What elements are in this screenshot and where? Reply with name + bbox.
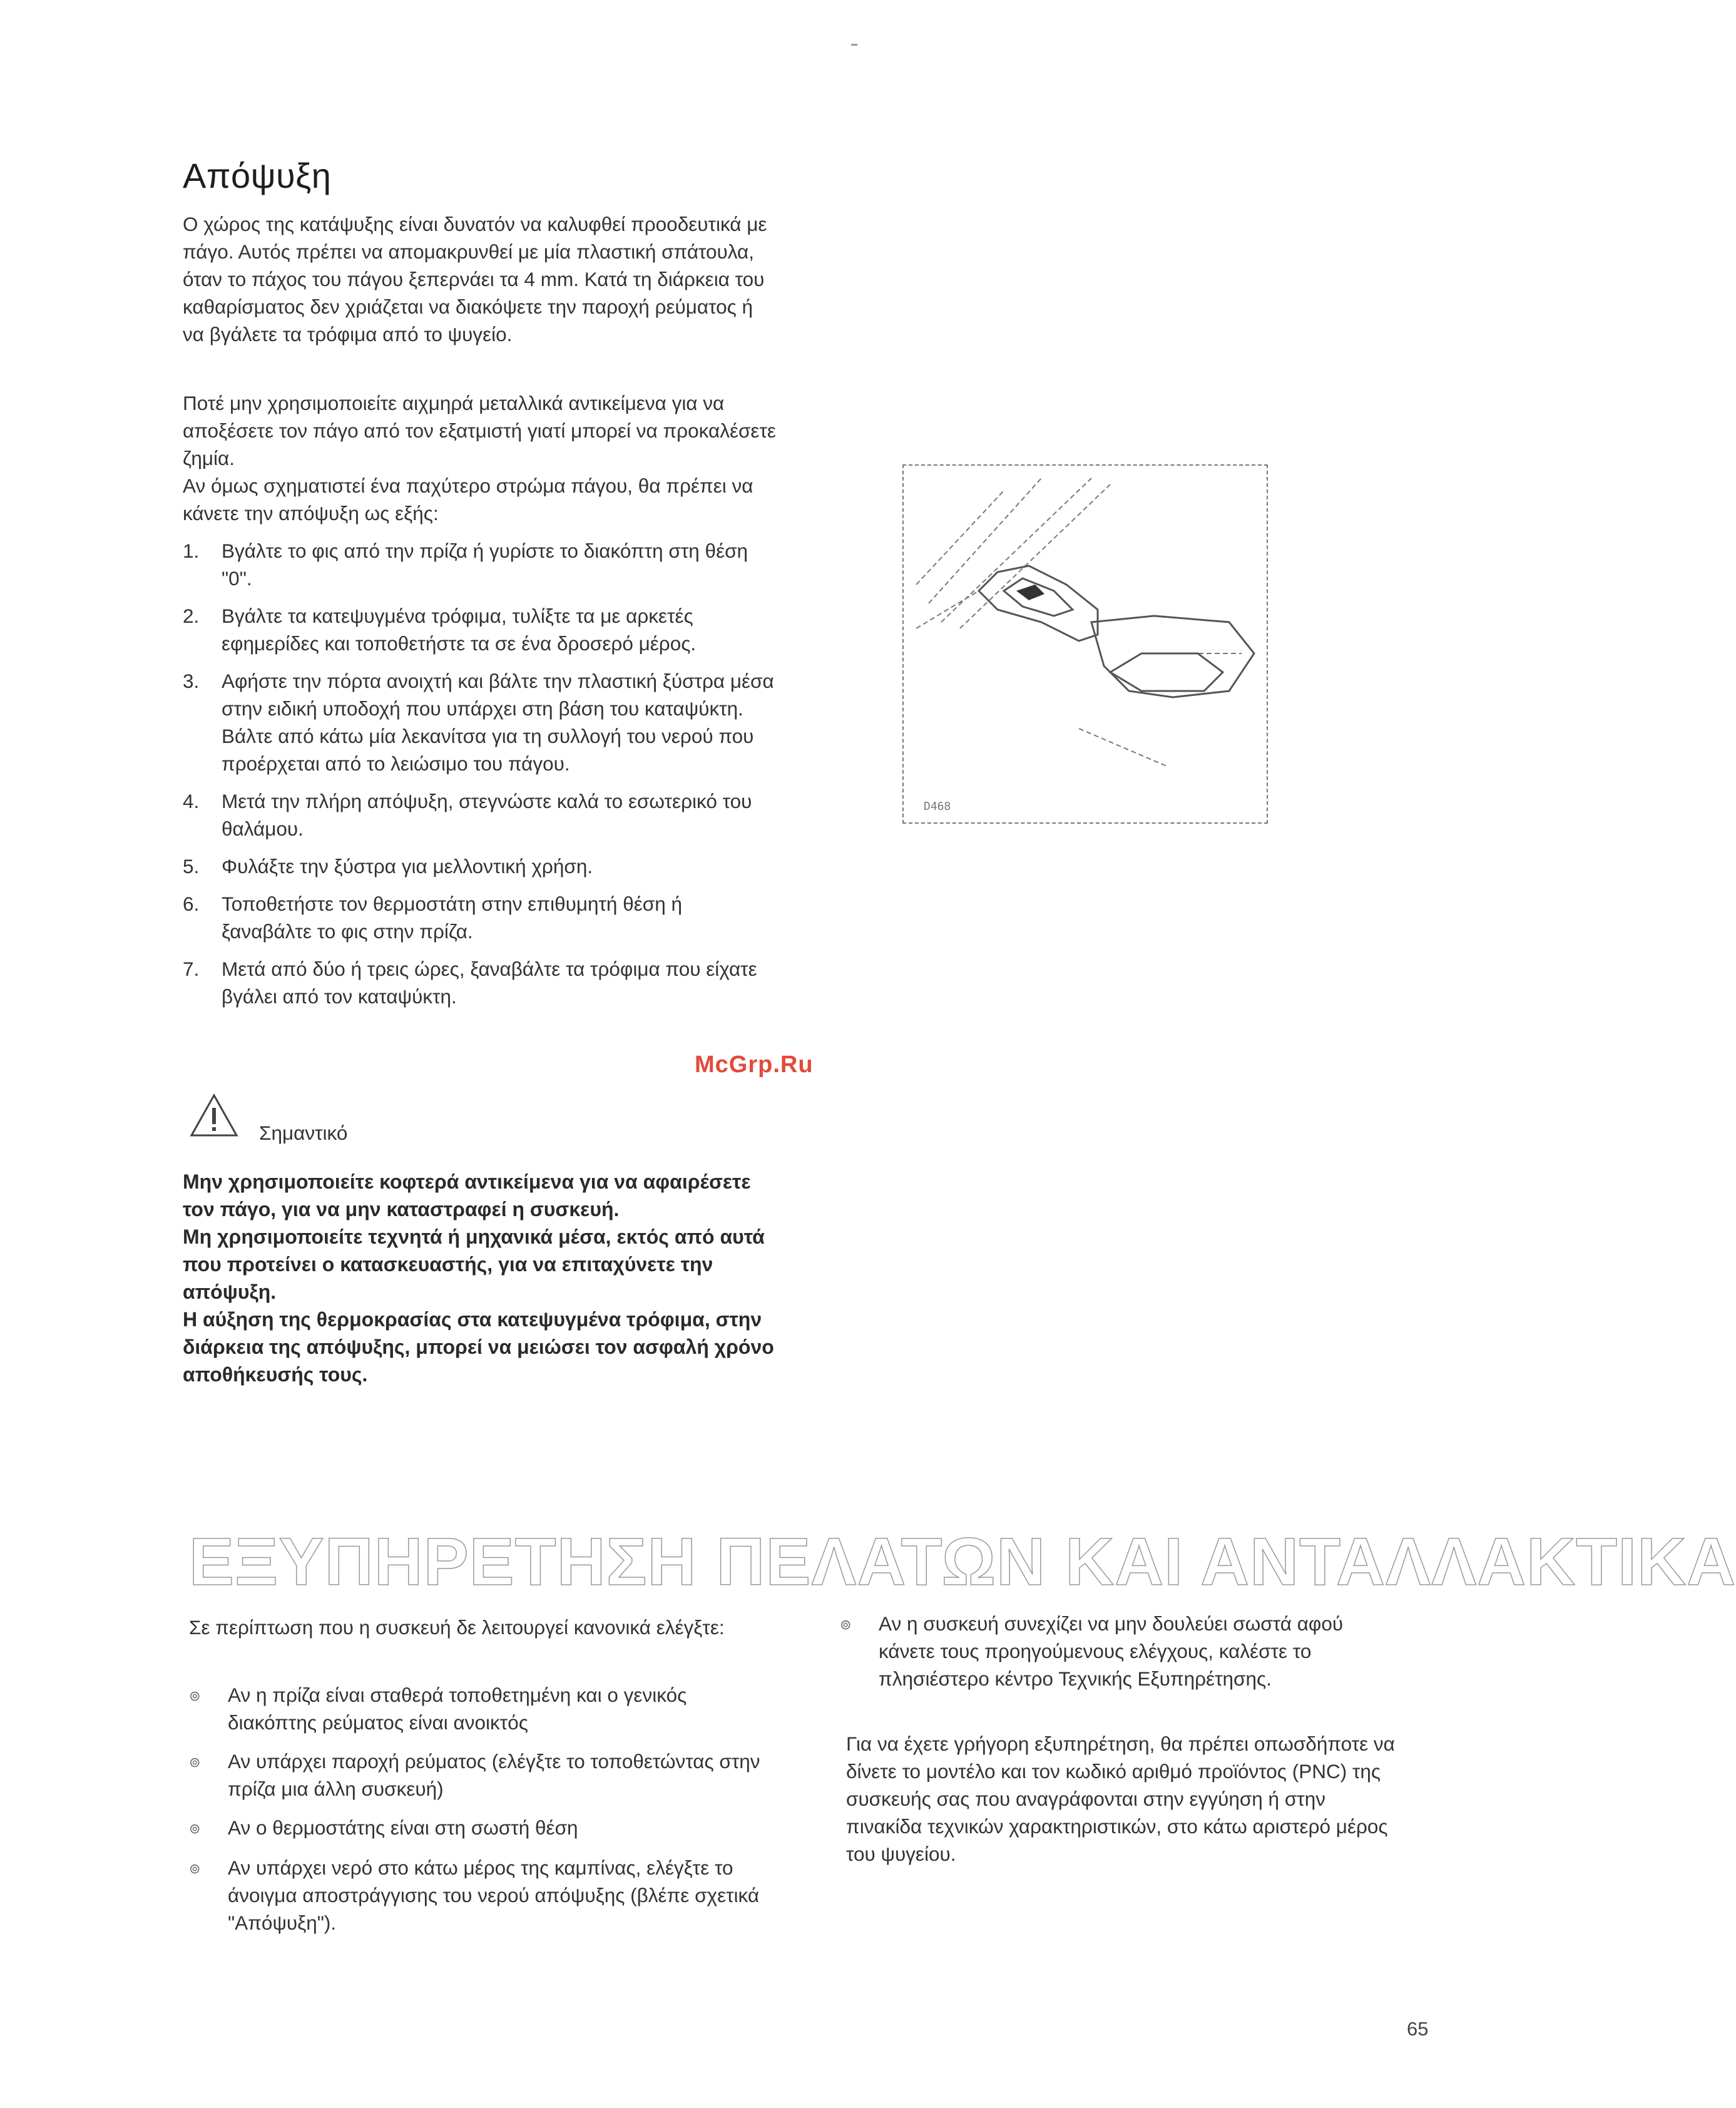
check-text: Αν υπάρχει νερό στο κάτω μέρος της καμπίνας, ελέγξτε το άνοιγμα αποστράγγισης του νερού απόψυξης (βλέπε σχετικά "Απόψυξη"). — [228, 1856, 760, 1934]
step-number: 6. — [183, 893, 200, 915]
step-text: Βγάλτε τα κατεψυγμένα τρόφιμα, τυλίξτε τα με αρκετές εφημερίδες και τοποθετήστε τα σε ένα δροσερό μέρος. — [222, 605, 697, 655]
check-item — [189, 1747, 765, 1803]
step-text: Μετά από δύο ή τρεις ώρες, ξαναβάλτε τα τρόφιμα που είχατε βγάλει από τον καταψύκτη. — [222, 958, 757, 1008]
step-text: Φυλάξτε την ξύστρα για μελλοντική χρήση. — [222, 855, 593, 877]
important-line: Η αύξηση της θερμοκρασίας στα κατεψυγμένα τρόφιμα, στην διάρκεια της απόψυξης, μπορεί να μειώσει τον ασφαλή χρόνο αποθήκευσής τους. — [183, 1308, 774, 1386]
check-item — [840, 1610, 1403, 1692]
bullet-icon: ⊚ — [189, 1821, 201, 1836]
check-text: Αν υπάρχει παροχή ρεύματος (ελέγξτε το τοποθετώντας στην πρίζα μια άλλη συσκευή) — [228, 1750, 760, 1800]
step-text: Βγάλτε το φις από την πρίζα ή γυρίστε το διακόπτη στη θέση "0". — [222, 540, 748, 590]
step-item — [183, 852, 777, 880]
defrost-caution — [183, 389, 777, 527]
figure-code: D468 — [924, 800, 951, 813]
caution-paragraph-2: Αν όμως σχηματιστεί ένα παχύτερο στρώμα πάγου, θα πρέπει να κάνετε την απόψυξη ως εξής: — [183, 474, 753, 524]
scraper-drawing — [904, 466, 1267, 822]
service-intro: Σε περίπτωση που η συσκευή δε λειτουργεί κανονικά ελέγξτε: — [189, 1616, 725, 1639]
bullet-icon: ⊚ — [189, 1754, 201, 1770]
important-line: Μην χρησιμοποιείτε κοφτερά αντικείμενα για να αφαιρέσετε τον πάγο, για να μην καταστραφεί η συσκευή. — [183, 1170, 751, 1220]
step-number: 7. — [183, 958, 200, 980]
service-checks — [189, 1681, 765, 1948]
step-item — [183, 955, 777, 1010]
bullet-icon: ⊚ — [189, 1688, 201, 1704]
check-item — [189, 1814, 765, 1843]
step-number: 3. — [183, 670, 200, 692]
check-item — [189, 1854, 765, 1937]
step-text: Αφήστε την πόρτα ανοιχτή και βάλτε την πλαστική ξύστρα μέσα στην ειδική υποδοχή που υπάρχει στη βάση του καταψύκτη. Βάλτε από κάτω μία λεκανίτσα για τη συλλογή του νερού που προέρχεται από το λειώσιμο του πάγου. — [222, 670, 774, 775]
defrost-intro — [183, 210, 777, 348]
bullet-icon: ⊚ — [840, 1617, 852, 1632]
step-item — [183, 537, 777, 592]
important-line: Μη χρησιμοποιείτε τεχνητά ή μηχανικά μέσα, εκτός από αυτά που προτείνει ο κατασκευαστής, για να επιταχύνετε την απόψυξη. — [183, 1225, 765, 1303]
step-number: 1. — [183, 540, 200, 562]
caution-paragraph-1: Ποτέ μην χρησιμοποιείτε αιχμηρά μεταλλικά αντικείμενα για να αποξέσετε τον πάγο από τον εξατμιστή γιατί μπορεί να προκαλέσετε ζημία. — [183, 392, 776, 469]
bullet-icon: ⊚ — [189, 1861, 201, 1876]
check-item — [189, 1681, 765, 1736]
step-item — [183, 890, 777, 945]
defrost-steps — [183, 537, 777, 1020]
step-number: 2. — [183, 605, 200, 627]
warning-triangle-icon — [189, 1093, 239, 1138]
intro-paragraph: Ο χώρος της κατάψυξης είναι δυνατόν να καλυφθεί προοδευτικά με πάγο. Αυτός πρέπει να απομακρυνθεί με μία πλαστική σπάτουλα, όταν το πάχος του πάγου ξεπερνάει τα 4 mm. Κατά τη διάρκεια του καθαρίσματος δεν χριάζεται να διακόψετε την παροχή ρεύματος ή να βγάλετε τα τρόφιμα από το ψυγείο. — [183, 213, 767, 345]
step-item — [183, 602, 777, 657]
step-text: Μετά την πλήρη απόψυξη, στεγνώστε καλά το εσωτερικό του θαλάμου. — [222, 790, 752, 840]
service-heading: ΕΞΥΠΗΡΕΤΗΣΗ ΠΕΛΑΤΩΝ ΚΑΙ ΑΝΤΑΛΛΑΚΤΙΚΑ — [189, 1523, 1736, 1599]
check-text: Αν η συσκευή συνεχίζει να μην δουλεύει σωστά αφού κάνετε τους προηγούμενους ελέγχους, καλέστε το πλησιέστερο κέντρο Τεχνικής Εξυπηρέτησης. — [879, 1612, 1344, 1690]
page-number: 65 — [1407, 2018, 1429, 2040]
section-title: Απόψυξη — [183, 156, 332, 195]
step-text: Τοποθετήστε τον θερμοστάτη στην επιθυμητή θέση ή ξαναβάλτε το φις στην πρίζα. — [222, 893, 682, 943]
watermark: McGrp.Ru — [695, 1051, 814, 1078]
step-item — [183, 787, 777, 842]
defrost-illustration — [902, 464, 1268, 824]
important-label: Σημαντικό — [259, 1122, 348, 1144]
check-text: Αν ο θερμοστάτης είναι στη σωστή θέση — [228, 1816, 578, 1839]
service-right-bullets — [840, 1610, 1403, 1704]
important-notes — [183, 1168, 784, 1388]
scan-mark — [851, 44, 857, 46]
step-number: 4. — [183, 790, 200, 812]
step-number: 5. — [183, 855, 200, 877]
service-contact-paragraph: Για να έχετε γρήγορη εξυπηρέτηση, θα πρέπει οπωσδήποτε να δίνετε το μοντέλο και τον κωδικό αριθμό προϊόντος (PNC) της συσκευής σας που αναγράφονται στην εγγύηση ή στην πινακίδα τεχνικών χαρακτηριστικών, στο κάτω αριστερό μέρος του ψυγείου. — [846, 1732, 1395, 1865]
step-item — [183, 667, 777, 777]
check-text: Αν η πρίζα είναι σταθερά τοποθετημένη και ο γενικός διακόπτης ρεύματος είναι ανοικτός — [228, 1684, 687, 1734]
